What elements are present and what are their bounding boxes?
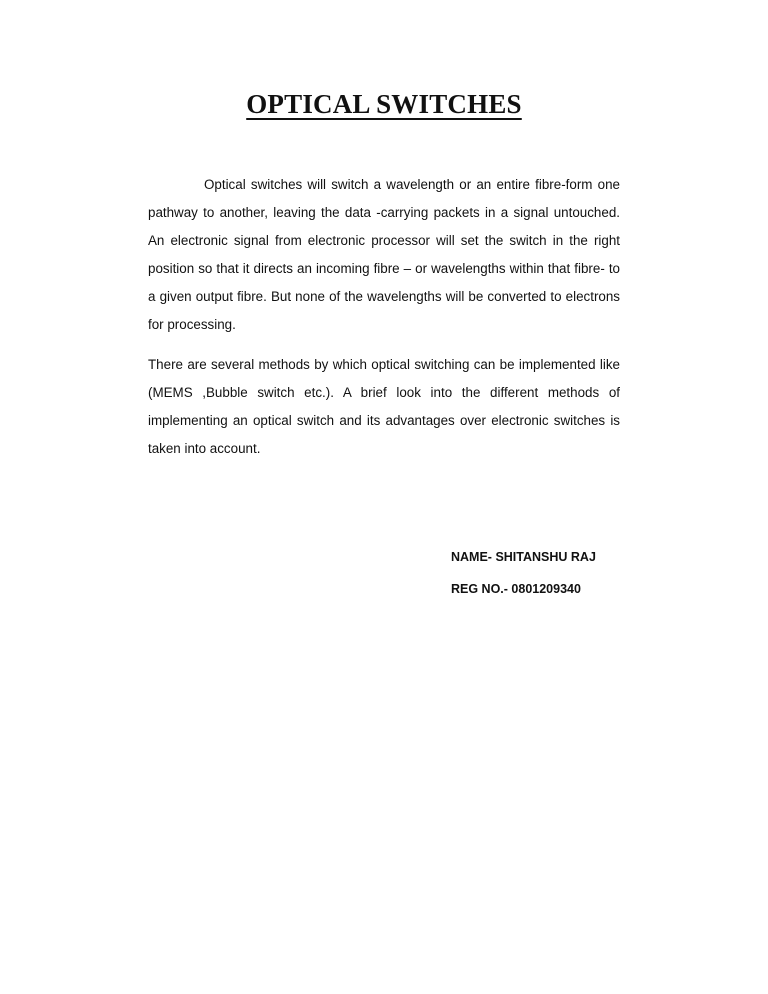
author-name: NAME- SHITANSHU RAJ — [451, 550, 596, 564]
methods-paragraph: There are several methods by which optical switching can be implemented like (MEMS ,Bubble switch etc.). A brief look into the different methods of implementing an optical switch and its advantages over electronic switches is taken into account. — [148, 357, 620, 456]
intro-paragraph: Optical switches will switch a wavelength or an entire fibre-form one pathway to another, leaving the data -carrying packets in a signal untouched. An electronic signal from electronic processor will set the switch in the right position so that it directs an incoming fibre – or wavelengths within that fibre- to a given output fibre. But none of the wavelengths will be converted to electrons for processing. — [148, 177, 620, 332]
document-title — [0, 86, 768, 122]
registration-number: REG NO.- 0801209340 — [451, 582, 581, 596]
document-title-text: OPTICAL SWITCHES — [246, 89, 522, 119]
